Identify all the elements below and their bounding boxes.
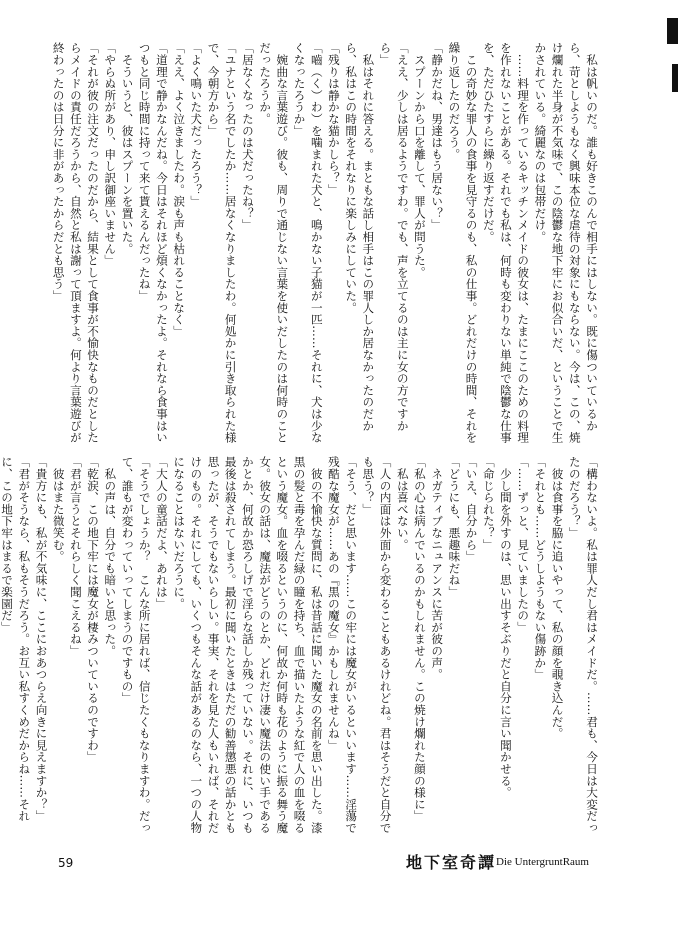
- page-number: 59: [58, 856, 74, 870]
- text-paragraph: 「道理で静かなんだね。今日はそれほど煩くなかったよ。それなら食事はいつもと同じ時間に持って来て貰えるんだったね」: [137, 42, 169, 444]
- text-paragraph: 「ユナという名でしたか……居なくなりましたわ。何処かに引き取られた様で、今朝方から」: [206, 42, 238, 444]
- running-title-english: Die UntergruntRaum: [496, 856, 589, 868]
- text-paragraph: 婉曲な言葉遊び。彼も、周りで通じない言葉を使いだしたのは何時のことだったろうか。: [258, 42, 290, 444]
- text-paragraph: スプーンから口を離して、罪人が問うた。: [412, 42, 427, 278]
- text-paragraph: 「そうでしょうか？ こんな所に居れば、信じたくもなりますわ。だって、誰もが変わっていってしまうのですもの」: [120, 456, 152, 834]
- text-paragraph: 「ええ、よく泣きましたわ。涙も声も枯れることなく」: [172, 42, 187, 337]
- text-paragraph: 「やらぬ所があり、申し訳御座いません」: [103, 42, 118, 267]
- text-paragraph: 私は帆いのだ。誰も好きこのんで相手にはしない。既に傷ついているから、苛としようもなく興味本位な虐待の対象にもならない。今は、この、焼け爛れた半身が不気味で、この陰鬱な地下牢にお似合いだ、ということで生かされている。綺麗なのは包帯だけ。: [533, 42, 599, 444]
- text-paragraph: 「残りは静かな猫かしら？」: [326, 42, 341, 196]
- text-paragraph: ……料理を作っているキッチンメイドの彼女は、たまにここのための料理を作れないことがある。それでも私は、何時も変わりない単純で陰鬱な仕事を、ただひたすらに繰り返すだけだ。: [481, 42, 531, 444]
- text-paragraph: 「人の内面は外面から変わることもあるけれどね。君はそうだと自分でも思う？」: [361, 456, 393, 834]
- page-edge-mark: [667, 18, 678, 44]
- text-paragraph: この奇妙な罪人の食事を見守るのも、私の仕事。どれだけの時間、それを繰り返したのだろう。: [447, 42, 479, 444]
- text-paragraph: 「いえ、自分から」: [464, 456, 479, 563]
- text-paragraph: 「君がそうなら、私もそうだろう。お互い私すくめだからね……それに、この地下牢はまるで楽園だ」: [0, 456, 32, 822]
- text-paragraph: 「ええ、少しは居るようですわ。でも、声を立てるのは主に女の方ですから」: [378, 42, 410, 432]
- text-paragraph: 「どうにも、悪趣味だね」: [447, 456, 462, 598]
- text-paragraph: 「嚙（く）わ）を噛まれた犬と、鳴かない子猫が一匹……それに、犬は少なくなったろうか」: [292, 42, 324, 444]
- text-paragraph: ネガティブなニュアンスに苦が彼の声。: [430, 456, 445, 681]
- text-paragraph: 「居なくなったのは犬だったね？」: [240, 42, 255, 231]
- text-block-upper: [51, 42, 600, 446]
- text-paragraph: 「静かだね、男達はもう居ない？」: [430, 42, 445, 231]
- text-paragraph: 「君が言うとそれらしく聞こえるね」: [68, 456, 83, 657]
- text-block-lower: [0, 456, 600, 844]
- text-paragraph: 「そう、だと思います……この牢には魔女がいるといいます……淫蕩で残酷な魔女が……あの『黒の魔女』かもしれませんね」: [326, 456, 359, 834]
- page-edge-mark: [672, 64, 678, 92]
- text-paragraph: 「命じられた？」: [481, 456, 496, 551]
- text-paragraph: 「よく鳴いた犬だったろう？」: [189, 42, 204, 208]
- text-paragraph: 「乾涙、この地下牢には魔女が棲みついているのですわ」: [86, 456, 101, 763]
- text-paragraph: 彼はまた微笑む。: [51, 456, 66, 563]
- text-paragraph: 「私の心は病んでいるのかもしれません。この焼け爛れた顔の様に」: [412, 456, 427, 822]
- text-paragraph: 「貴方にも、私が不気味に、ここにおあつらえ向きに見えますか？」: [34, 456, 49, 822]
- text-paragraph: 「それとも……どうしようもない傷跡か」: [533, 456, 548, 681]
- text-paragraph: 「……ずっと、見ていましたの」: [516, 456, 531, 633]
- text-paragraph: 「それが彼の注文だったのだから、結果として食事が不愉快なものだとしたらメイドの責任だろうから、自然と私は謝って頂ますよ。何より言葉遊びが終わったのは日分に非があったからだとも思う」: [51, 42, 101, 444]
- text-paragraph: 彼は食事を脇に追いやって、私の顔を覗き込んだ。: [550, 456, 565, 740]
- text-paragraph: 彼の不愉快な質問に、私は昔話に聞いた魔女の名前を思い出した。漆黒の髪と毒を孕んだ緑の瞳を持ち、血で描いたような紅で人の血を啜るという魔女。血を啜るというのに、何故か何時も花のように振る舞う魔女。彼女の話は、魔法がどうのとか、どれだけ凄い魔法の使い手であるかとか、何故か恐ろしげで淫らな話しか残っていない。それに、いつも最後は殺されてしまう。最初に聞いたときはただの勧善懲悪の話かとも思ったが、そうでもないらしい。事実、それを見た人もいれば、それだけのもの。それにしても、いくつもそんな話があるのなら、一つの人物になることはないだろうに。: [172, 456, 324, 834]
- running-title-japanese: 地下室奇譚: [406, 853, 497, 872]
- text-paragraph: 私の声は、自分でも暗いと思った。: [103, 456, 118, 657]
- text-paragraph: 私はそれに答える。まともな話し相手はこの罪人しか居なかったのだから、私はこの時間をそれなりに楽しみにしていた。: [344, 42, 376, 432]
- text-paragraph: 「構わないよ。私は罪人だし君はメイドだ。……君も、今日は大変だったのだろう？」: [567, 456, 599, 834]
- text-paragraph: 少し間を外すのは、思い出すそぶりだと自分に言い聞かせる。: [498, 456, 513, 799]
- text-paragraph: 「大人の童話だよ、あれは」: [154, 456, 169, 610]
- text-paragraph: 私は喜べない。: [395, 456, 410, 551]
- text-paragraph: そういうと、彼はスプーンを置いた。: [120, 42, 135, 255]
